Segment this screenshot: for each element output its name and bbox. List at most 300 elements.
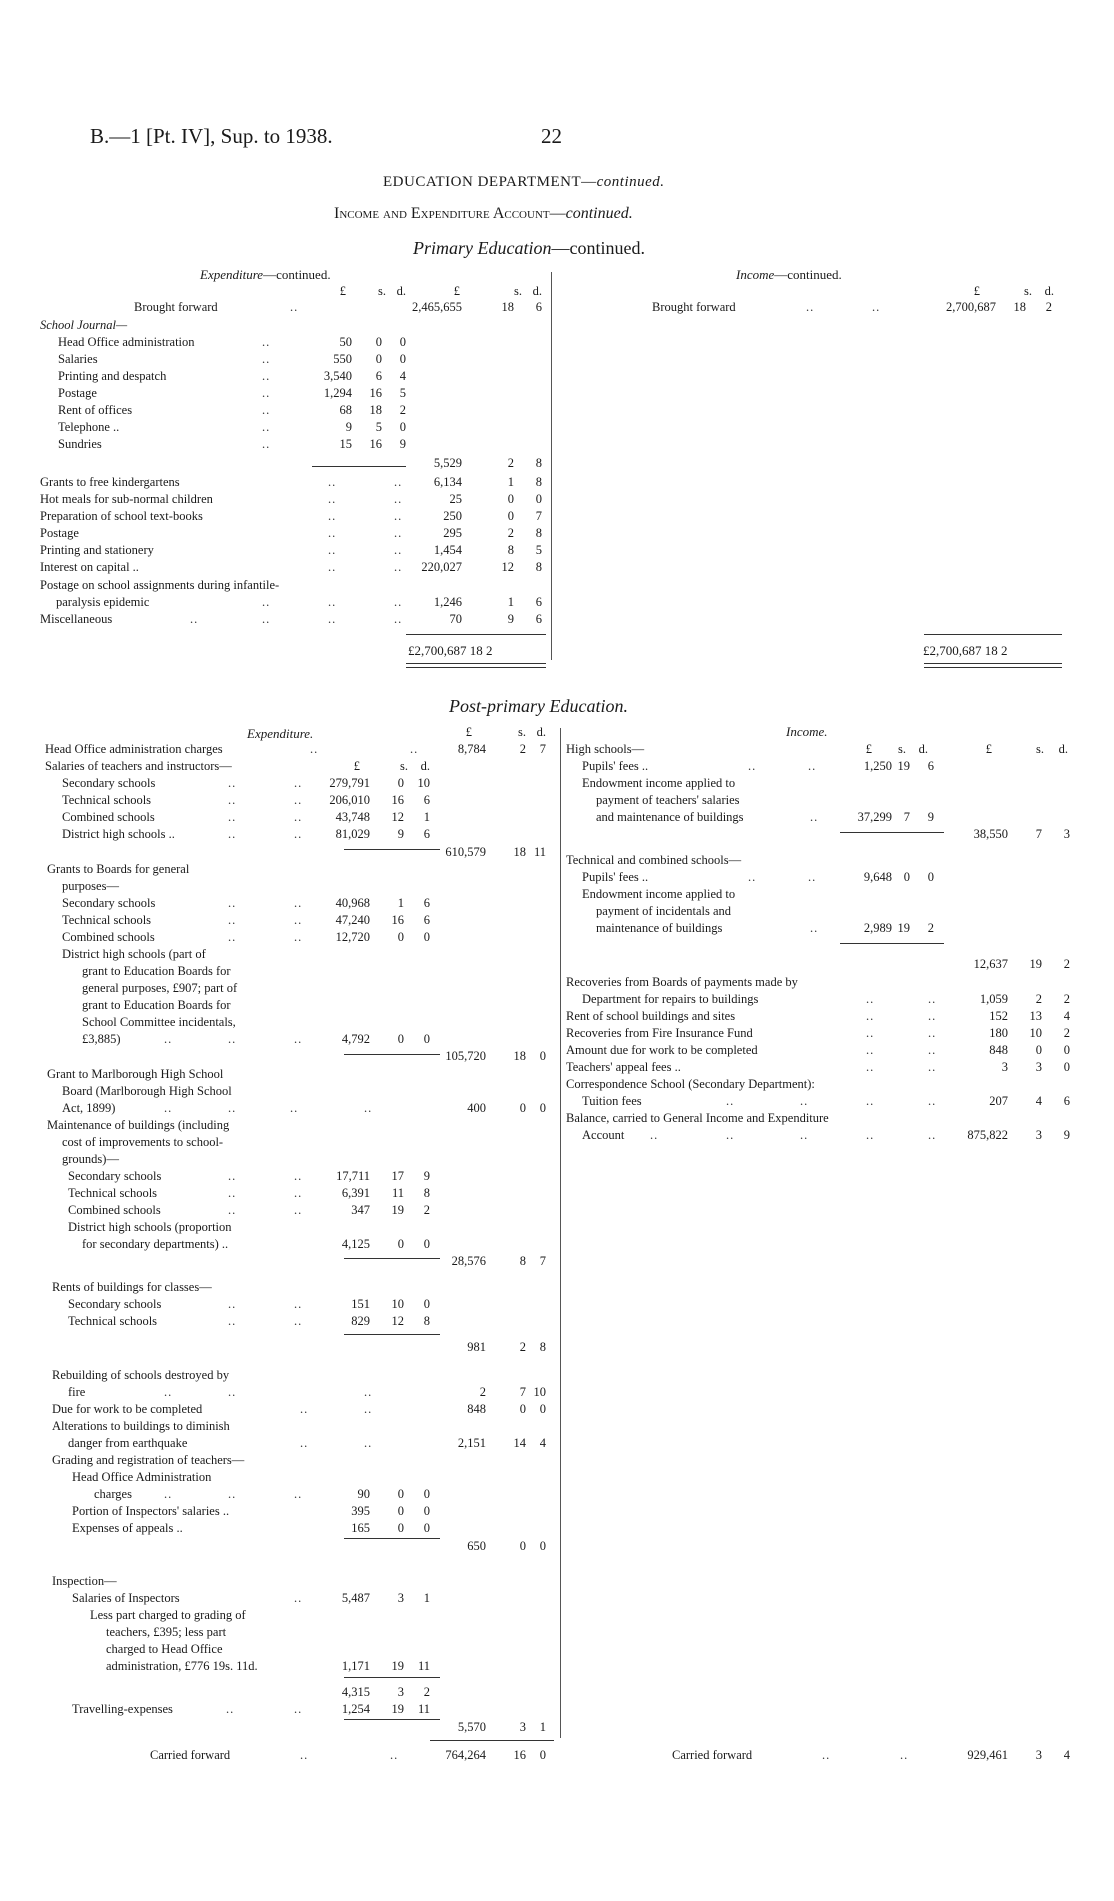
row-shillings: 0 (903, 870, 910, 884)
row-label: District high schools .. (62, 827, 175, 841)
row-shillings: 16 (513, 1748, 526, 1762)
row-pence: 0 (1063, 1043, 1070, 1057)
row-pounds: 43,748 (335, 810, 370, 824)
row-shillings: 2 (507, 456, 514, 470)
inc-heading-text: Income (736, 267, 775, 282)
row-pence: 6 (927, 759, 934, 773)
leader-dots: .. (228, 1385, 237, 1399)
row-pounds: 2,151 (457, 1436, 486, 1450)
row-pounds: 829 (351, 1314, 370, 1328)
row-shillings: 1 (507, 475, 514, 489)
row-shillings: 1 (507, 595, 514, 609)
tech-endowment-line: Endowment income applied to (582, 887, 736, 901)
row-pounds: 5,487 (341, 1591, 370, 1605)
row-pounds: 650 (467, 1539, 486, 1553)
col-head-shillings-2: s. (514, 284, 522, 298)
row-shillings: 13 (1029, 1009, 1042, 1023)
leader-dots: .. (328, 526, 337, 540)
col-head-pence: d. (918, 742, 928, 756)
row-pence: 5 (399, 386, 406, 400)
leader-dots: .. (228, 827, 237, 841)
row-pence: 0 (423, 1237, 430, 1251)
tech-schools-heading: Technical and combined schools— (566, 853, 742, 867)
row-pounds: 848 (989, 1043, 1008, 1057)
inspection-less-value (0, 1658, 560, 1675)
row-shillings: 0 (397, 776, 404, 790)
col-head-pence: d. (396, 284, 406, 298)
leader-dots: .. (262, 437, 271, 451)
row-shillings: 7 (1035, 827, 1042, 841)
row-pence: 8 (535, 475, 542, 489)
row-pence: 10 (417, 776, 430, 790)
maintenance-line: cost of improvements to school- (62, 1135, 224, 1149)
primary-item-row (0, 508, 560, 525)
row-shillings: 0 (375, 352, 382, 366)
row-label: Account (582, 1128, 625, 1142)
school-journal-row (0, 419, 560, 436)
tech-fees-row (0, 869, 1114, 886)
miscellaneous: Miscellaneous .. .. .. .. 70 9 6 (40, 612, 542, 626)
leader-dots: .. (294, 827, 303, 841)
row-pence: 6 (423, 793, 430, 807)
row-shillings: 0 (397, 1504, 404, 1518)
leader-dots: .. (228, 913, 237, 927)
row-shillings: 2 (1035, 992, 1042, 1006)
leader-dots: .. (328, 492, 337, 506)
row-shillings: 2 (519, 742, 526, 756)
inspection-less-line: Less part charged to grading of (90, 1608, 246, 1622)
row-pounds: 395 (351, 1504, 370, 1518)
row-pence: 6 (423, 827, 430, 841)
row-label: Printing and stationery (40, 543, 154, 557)
grading-ho-row (0, 1486, 560, 1503)
leader-dots: .. (928, 992, 937, 1006)
row-pounds: 70 (449, 612, 462, 626)
col-head-pence: d. (536, 725, 546, 739)
row-shillings: 10 (1029, 1026, 1042, 1040)
row-label: Expenses of appeals .. (72, 1521, 183, 1535)
row-pence: 8 (535, 456, 542, 470)
inspection-less-line: charged to Head Office (106, 1642, 223, 1656)
grading-appeals-row (0, 1520, 560, 1537)
col-head-pence-2: d. (532, 284, 542, 298)
grading-portion-row (0, 1503, 560, 1520)
endowment-line: payment of teachers' salaries (596, 793, 740, 807)
section-post-primary (449, 696, 628, 717)
row-pounds: 875,822 (967, 1128, 1008, 1142)
leader-dots: .. (294, 930, 303, 944)
row-shillings: 0 (519, 1402, 526, 1416)
row-label: Combined schools (62, 810, 155, 824)
inc-col-head-pounds: £ (973, 284, 980, 298)
grading-line: Head Office Administration (72, 1470, 212, 1484)
row-shillings: 16 (391, 913, 404, 927)
row-label: Carried forward (150, 1748, 231, 1762)
row-pence: 6 (1063, 1094, 1070, 1108)
row-shillings: 0 (397, 930, 404, 944)
inspector-salaries-row (0, 1590, 560, 1607)
travelling-row (0, 1701, 560, 1718)
leader-dots: .. (290, 1101, 299, 1115)
row-label: Due for work to be completed (52, 1402, 203, 1416)
row-pounds: 17,711 (336, 1169, 370, 1183)
leader-dots: .. (228, 930, 237, 944)
leader-dots: .. (866, 1060, 875, 1074)
primary-inc-total: £2,700,687 18 2 (923, 643, 1008, 658)
leader-dots: .. (262, 352, 271, 366)
row-pounds: 347 (351, 1203, 370, 1217)
leader-dots: .. (866, 1026, 875, 1040)
primary-item-row (0, 525, 560, 542)
row-shillings: 9 (507, 612, 514, 626)
row-pounds: 3,540 (323, 369, 352, 383)
leader-dots: .. (866, 1009, 875, 1023)
row-label: Department for repairs to buildings (582, 992, 759, 1006)
row-pounds: 6,391 (341, 1186, 370, 1200)
income-item-row (0, 1059, 1114, 1076)
row-pounds: 4,792 (341, 1032, 370, 1046)
row-shillings: 0 (507, 492, 514, 506)
row-shillings: 17 (391, 1169, 404, 1183)
leader-dots: .. (294, 1169, 303, 1183)
row-shillings: 19 (391, 1702, 404, 1716)
leader-dots: .. (262, 335, 271, 349)
row-shillings: 0 (1035, 1043, 1042, 1057)
maintenance-row (0, 1185, 560, 1202)
rule (344, 1334, 440, 1335)
school-journal-row (0, 385, 560, 402)
rule (840, 943, 944, 944)
rule (430, 1740, 554, 1741)
balance-row (0, 1127, 1114, 1144)
row-shillings: 9 (397, 827, 404, 841)
row-pence: 9 (423, 1169, 430, 1183)
grants-heading-line1: Grants to Boards for general (47, 862, 190, 876)
section-primary-title: Primary Education (413, 238, 552, 258)
leader-dots: .. (928, 1009, 937, 1023)
row-pounds: 2,700,687 (946, 300, 996, 314)
inc-col-head-shillings: s. (1024, 284, 1032, 298)
leader-dots: .. (262, 369, 271, 383)
row-label: maintenance of buildings (596, 921, 723, 935)
inspection-less-line: administration, £776 19s. 11d. (106, 1659, 258, 1673)
balance-line: Balance, carried to General Income and Expenditure (566, 1111, 829, 1125)
primary-income-brought-forward: Brought forward .. .. 2,700,687 18 2 (652, 300, 1052, 314)
row-pounds: 929,461 (967, 1748, 1008, 1762)
leader-dots: .. (928, 1026, 937, 1040)
row-pence: 3 (1063, 827, 1070, 841)
row-pence: 2 (423, 1685, 430, 1699)
row-pence: 0 (399, 335, 406, 349)
row-label: Salaries of teachers and instructors— (45, 759, 232, 773)
row-pence: 2 (399, 403, 406, 417)
inspection-net (0, 1684, 560, 1701)
row-pounds: 5,529 (433, 456, 462, 470)
row-shillings: 19 (897, 921, 910, 935)
row-shillings: 0 (397, 1521, 404, 1535)
row-label: Brought forward (134, 300, 218, 314)
leader-dots: .. (800, 1094, 809, 1108)
col-head-pounds: £ (865, 742, 872, 756)
col-head-pounds: £ (353, 759, 360, 773)
row-label: Pupils' fees .. (582, 759, 649, 773)
primary-brought-forward: Brought forward .. 2,465,655 18 6 (134, 300, 542, 314)
row-shillings: 1 (397, 896, 404, 910)
row-pence: 4 (1063, 1748, 1070, 1762)
row-pence: 7 (535, 509, 542, 523)
district-grant-line: School Committee incidentals, (82, 1015, 236, 1029)
leader-dots: .. (294, 1591, 303, 1605)
row-pence: 2 (927, 921, 934, 935)
primary-exp-total: £2,700,687 18 2 (408, 643, 493, 658)
alterations-row (0, 1435, 560, 1452)
row-shillings: 18 (501, 300, 514, 314)
marlborough-line: Act, 1899) (62, 1101, 116, 1115)
row-pounds: 5,570 (457, 1720, 486, 1734)
row-pence: 6 (535, 300, 542, 314)
row-label: and maintenance of buildings (596, 810, 744, 824)
leader-dots: .. (294, 1297, 303, 1311)
leader-dots: .. (294, 896, 303, 910)
row-label: Technical schools (68, 1314, 158, 1328)
row-pounds: 8,784 (457, 742, 486, 756)
maintenance-row (0, 1202, 560, 1219)
row-shillings: 0 (375, 335, 382, 349)
leader-dots: .. (810, 810, 819, 824)
inspection-total (0, 1719, 560, 1736)
exp-heading-cont: —continued. (263, 267, 331, 282)
grading-total (0, 1538, 560, 1555)
row-pounds: 3 (1001, 1060, 1008, 1074)
leader-dots: .. (300, 1436, 309, 1450)
leader-dots: .. (328, 475, 337, 489)
row-pence: 8 (535, 526, 542, 540)
row-pounds: 15 (339, 437, 352, 451)
row-shillings: 18 (513, 845, 526, 859)
row-shillings: 3 (1035, 1128, 1042, 1142)
page-number: 22 (541, 124, 562, 148)
row-shillings: 3 (1035, 1748, 1042, 1762)
school-journal-row (0, 402, 560, 419)
row-pounds: 1,250 (863, 759, 892, 773)
row-pence: 4 (539, 1436, 546, 1450)
row-pounds: 6,134 (433, 475, 462, 489)
section-primary (413, 238, 645, 259)
exp-heading-text: Expenditure (200, 267, 264, 282)
rents-heading: Rents of buildings for classes— (52, 1280, 212, 1294)
row-pence: 7 (539, 1254, 546, 1268)
leader-dots: .. (800, 1128, 809, 1142)
inc-heading-cont: —continued. (774, 267, 842, 282)
leader-dots: .. (394, 543, 403, 557)
income-carried-forward-row (0, 1747, 1114, 1764)
district-grant-line: general purposes, £907; part of (82, 981, 238, 995)
marlborough-line: Grant to Marlborough High School (47, 1067, 224, 1081)
row-shillings: 8 (507, 543, 514, 557)
leader-dots: .. (294, 913, 303, 927)
primary-item-row (0, 474, 560, 491)
row-label: Technical schools (62, 793, 152, 807)
row-pounds: 9 (345, 420, 352, 434)
row-pounds: 207 (989, 1094, 1008, 1108)
row-shillings: 0 (519, 1101, 526, 1115)
row-pence: 4 (399, 369, 406, 383)
row-pence: 0 (423, 1521, 430, 1535)
row-pence: 0 (423, 1504, 430, 1518)
row-pounds: 38,550 (973, 827, 1008, 841)
district-grant-line: grant to Education Boards for (82, 998, 231, 1012)
leader-dots: .. (228, 793, 237, 807)
row-pounds: 250 (443, 509, 462, 523)
leader-dots: .. (164, 1487, 173, 1501)
row-pence: 2 (1045, 300, 1052, 314)
rule (344, 1677, 440, 1678)
row-pounds: 1,294 (323, 386, 352, 400)
row-pounds: 206,010 (329, 793, 370, 807)
row-pounds: 2 (479, 1385, 486, 1399)
row-shillings: 8 (519, 1254, 526, 1268)
leader-dots: .. (364, 1402, 373, 1416)
leader-dots: .. (650, 1128, 659, 1142)
row-shillings: 18 (369, 403, 382, 417)
row-pence: 2 (1063, 1026, 1070, 1040)
leader-dots: .. (294, 776, 303, 790)
leader-dots: .. (394, 509, 403, 523)
marlborough-line: Board (Marlborough High School (62, 1084, 232, 1098)
leader-dots: .. (228, 810, 237, 824)
leader-dots: .. (866, 1128, 875, 1142)
leader-dots: .. (228, 896, 237, 910)
leader-dots: .. (228, 1297, 237, 1311)
row-pounds: 25 (449, 492, 462, 506)
leader-dots: .. (866, 992, 875, 1006)
leader-dots: .. (364, 1101, 373, 1115)
row-pence: 1 (423, 810, 430, 824)
leader-dots: .. (822, 1748, 831, 1762)
row-pence: 6 (423, 913, 430, 927)
row-label: Hot meals for sub-normal children (40, 492, 213, 506)
primary-item-row (0, 542, 560, 559)
maintenance-total (0, 1253, 560, 1270)
leader-dots: .. (300, 1402, 309, 1416)
post-expenditure-heading: Expenditure. (247, 726, 314, 741)
grants-heading-line2: purposes— (62, 879, 119, 893)
row-shillings: 19 (391, 1659, 404, 1673)
tech-endowment-row (0, 920, 1114, 937)
col-head-shillings: s. (378, 284, 386, 298)
recoveries-line: Recoveries from Boards of payments made by (566, 975, 798, 989)
leader-dots: .. (262, 386, 271, 400)
double-rule (924, 663, 1062, 668)
row-shillings: 12 (391, 1314, 404, 1328)
school-journal-row (0, 368, 560, 385)
row-label: Pupils' fees .. (582, 870, 649, 884)
row-label: Technical schools (62, 913, 152, 927)
account-title (334, 205, 633, 223)
endowment-row (0, 809, 1114, 826)
maint-district-value (0, 1236, 560, 1253)
row-pounds: 4,315 (341, 1685, 370, 1699)
row-pounds: 12,720 (335, 930, 370, 944)
account-cont: continued. (565, 205, 633, 222)
row-label: danger from earthquake (68, 1436, 188, 1450)
salaries-total (0, 844, 560, 861)
post-ho-admin: Head Office administration charges .. .. 8,784 2 7 (45, 742, 546, 756)
row-label: Technical schools (68, 1186, 158, 1200)
row-pence: 9 (1063, 1128, 1070, 1142)
row-pence: 8 (423, 1186, 430, 1200)
row-pounds: 9,648 (863, 870, 892, 884)
row-pounds: 981 (467, 1340, 486, 1354)
row-label: Postage (40, 526, 79, 540)
row-shillings: 7 (903, 810, 910, 824)
row-label: Secondary schools (68, 1169, 162, 1183)
row-pence: 6 (535, 595, 542, 609)
leader-dots: .. (294, 810, 303, 824)
salary-row (0, 792, 560, 809)
double-rule (406, 663, 546, 668)
district-grant-line: District high schools (part of (62, 947, 206, 961)
row-pence: 8 (535, 560, 542, 574)
row-label: Head Office administration charges (45, 742, 223, 756)
col-head-shillings: s. (400, 759, 408, 773)
row-shillings: 18 (513, 1049, 526, 1063)
row-pence: 2 (1063, 957, 1070, 971)
row-shillings: 0 (519, 1539, 526, 1553)
row-label: paralysis epidemic (56, 595, 150, 609)
rents-total (0, 1339, 560, 1356)
grant-row (0, 895, 560, 912)
row-shillings: 0 (397, 1487, 404, 1501)
tech-endowment-line: payment of incidentals and (596, 904, 732, 918)
salary-row (0, 775, 560, 792)
row-pence: 0 (539, 1748, 546, 1762)
row-pounds: 1,059 (979, 992, 1008, 1006)
row-label: Combined schools (62, 930, 155, 944)
leader-dots: .. (900, 1748, 909, 1762)
row-pounds: 50 (339, 335, 352, 349)
row-label: Postage (58, 386, 97, 400)
row-pence: 2 (423, 1203, 430, 1217)
row-pounds: 12,637 (973, 957, 1008, 971)
row-pounds: 81,029 (335, 827, 370, 841)
primary-item-row (0, 491, 560, 508)
rebuild-row (0, 1384, 560, 1401)
col-head-shillings-2: s. (1036, 742, 1044, 756)
row-pence: 1 (423, 1591, 430, 1605)
row-label: Portion of Inspectors' salaries .. (72, 1504, 230, 1518)
inc-col-head-pence: d. (1044, 284, 1054, 298)
leader-dots: .. (726, 1128, 735, 1142)
row-pounds: 848 (467, 1402, 486, 1416)
leader-dots: .. (294, 1186, 303, 1200)
leader-dots: .. (300, 1748, 309, 1762)
row-shillings: 2 (507, 526, 514, 540)
row-label: Amount due for work to be completed (566, 1043, 758, 1057)
row-pounds: 165 (351, 1521, 370, 1535)
high-schools-total (0, 826, 1114, 843)
row-pounds: 90 (357, 1487, 370, 1501)
row-label: Tuition fees (582, 1094, 642, 1108)
col-head-pounds-2: £ (985, 742, 992, 756)
leader-dots: .. (748, 870, 757, 884)
row-label: Interest on capital .. (40, 560, 139, 574)
leader-dots: .. (262, 403, 271, 417)
col-head-pounds: £ (339, 284, 346, 298)
row-pence: 0 (535, 492, 542, 506)
leader-dots: .. (294, 1032, 303, 1046)
correspondence-heading: Correspondence School (Secondary Department): (566, 1077, 815, 1091)
